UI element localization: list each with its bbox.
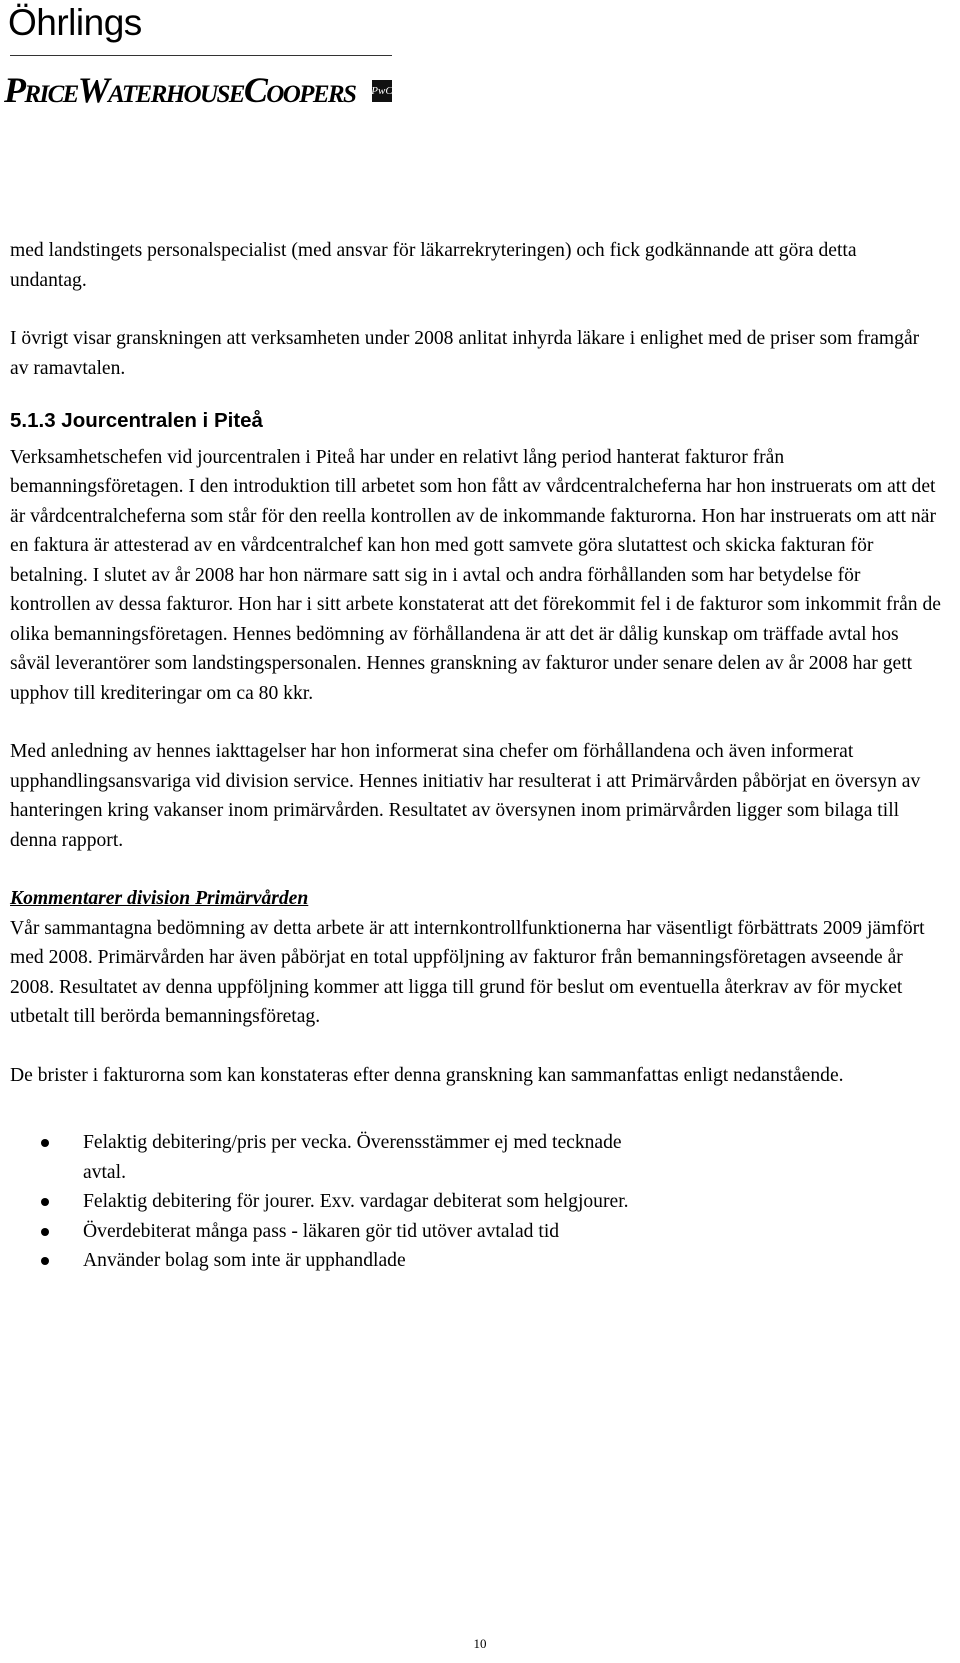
paragraph-iakttagelser: Med anledning av hennes iakttagelser har hon informerat sina chefer om förhållandena och även informerat upphandlingsansvariga vid division service. Hennes initiativ har resulterat i att Primärvården påbörjat en översyn av hanteringen kring vakanser inom primärvården. Resultatet av översynen inom primärvården ligger som bilaga till denna rapport.	[10, 741, 921, 851]
bullet-icon	[41, 1228, 49, 1236]
bullet-item: Använder bolag som inte är upphandlade	[10, 1246, 942, 1276]
document-body	[10, 236, 942, 1276]
subheading-kommentarer: Kommentarer division Primärvården	[10, 888, 309, 909]
bullet-icon	[41, 1257, 49, 1265]
paragraph-jourcentralen: Verksamhetschefen vid jourcentralen i Piteå har under en relativt lång period hanterat fakturor från bemanningsföretagen. I den introduktion till arbetet som hon fått av vårdcentralcheferna har hon instruerats om att det är vårdcentralcheferna som står för den reella kontrollen av de inkommande fakturorna. Hon har instruerats om att när en faktura är attesterad av en vårdcentralchef kan hon med gott samvete göra slutattest och skicka fakturan för betalning. I slutet av år 2008 har hon närmare satt sig in i avtal och andra förhållanden som har betydelse för kontrollen av dessa fakturor. Hon har i sitt arbete konstaterat att det förekommit fel i de fakturor som inkommit från de olika bemanningsföretagen. Hennes bedömning av förhållandena är att det är dålig kunskap om träffade avtal hos såväl leverantörer som landstingspersonalen. Hennes granskning av fakturor under senare delen av år 2008 har gett upphov till krediteringar om ca 80 kkr.	[10, 446, 941, 704]
paragraph-intro: med landstingets personalspecialist (med ansvar för läkarrekryteringen) och fick godkännande att göra detta undantag.	[10, 240, 857, 291]
paragraph-brister: De brister i fakturorna som kan konstateras efter denna granskning kan sammanfattas enligt nedanstående.	[10, 1064, 844, 1086]
logo-seal-icon: PwC	[372, 80, 392, 102]
bullet-icon	[41, 1198, 49, 1206]
paragraph-kommentarer: Vår sammantagna bedömning av detta arbete är att internkontrollfunktionerna har väsentligt förbättrats 2009 jämfört med 2008. Primärvården har även påbörjat en total uppföljning av fakturor från bemanningsföretagen avseende år 2008. Resultatet av denna uppföljning kommer att ligga till grund för beslut om eventuella återkrav av för mycket utbetalt till berörda bemanningsföretag.	[10, 917, 925, 1027]
bullet-icon	[41, 1139, 49, 1147]
bullet-list	[10, 1128, 942, 1276]
logo-ohrlings: Öhrlings	[8, 2, 142, 43]
bullet-item: Felaktig debitering för jourer. Exv. vardagar debiterat som helgjourer.	[10, 1187, 942, 1217]
logo-pricewaterhousecoopers: PRICEWATERHOUSECOOPERS	[4, 70, 356, 110]
section-heading: 5.1.3 Jourcentralen i Piteå	[10, 409, 263, 432]
page-number: 10	[473, 1636, 487, 1651]
bullet-item: Överdebiterat många pass - läkaren gör tid utöver avtalad tid	[10, 1217, 942, 1247]
logo-divider	[10, 55, 392, 56]
bullet-item: Felaktig debitering/pris per vecka. Överensstämmer ej med tecknade avtal.	[10, 1128, 653, 1187]
paragraph-ramavtal: I övrigt visar granskningen att verksamheten under 2008 anlitat inhyrda läkare i enlighet med de priser som framgår av ramavtalen.	[10, 328, 920, 379]
